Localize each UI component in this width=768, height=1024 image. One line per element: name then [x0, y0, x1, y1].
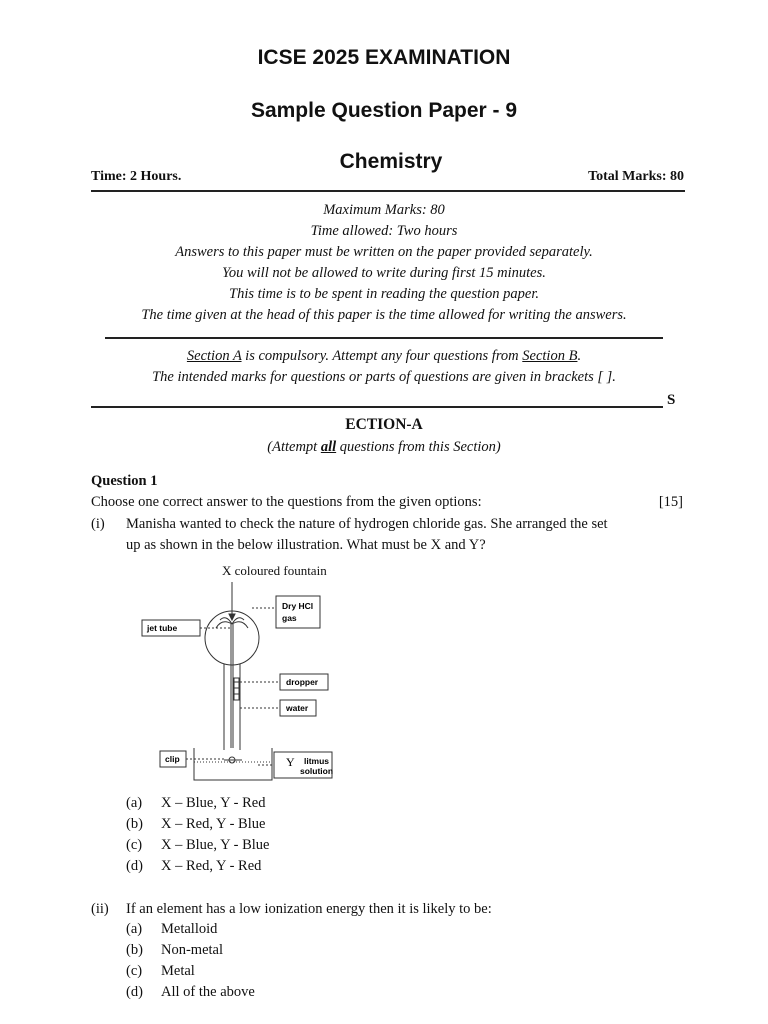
section-a-ref: Section A — [186, 348, 242, 364]
instruction-line: Answers to this paper must be written on the paper provided separately. — [175, 244, 593, 260]
label-dry-hcl: Dry HCl — [282, 601, 314, 611]
diagram-caption: X coloured fountain — [222, 563, 327, 578]
question-marks: [15] — [658, 494, 683, 510]
caption-arrowhead — [229, 614, 235, 620]
option-key: (a) — [126, 921, 143, 937]
subquestion-number: (i) — [91, 516, 105, 532]
section-note-line1: Section A is compulsory. Attempt any four questions from Section B. — [186, 348, 582, 364]
label-solution: solution — [300, 766, 334, 776]
beaker — [194, 748, 272, 780]
dropper — [234, 678, 239, 700]
subquestion-text: Manisha wanted to check the nature of hydrogen chloride gas. She arranged the set — [126, 516, 608, 532]
option-text: X – Red, Y - Red — [161, 858, 262, 874]
subquestion-text: up as shown in the below illustration. What must be X and Y? — [126, 537, 486, 553]
question-instruction: Choose one correct answer to the questions from the given options: — [91, 494, 482, 510]
label-gas: gas — [282, 613, 297, 623]
section-subtitle: (Attempt all questions from this Section) — [267, 439, 501, 455]
header-divider — [91, 190, 685, 192]
subquestion-text: If an element has a low ionization energy then it is likely to be: — [126, 901, 492, 917]
fountain-experiment-diagram — [130, 580, 350, 790]
section-divider — [91, 406, 663, 408]
label-dropper: dropper — [286, 677, 319, 687]
instruction-line: You will not be allowed to write during first 15 minutes. — [222, 265, 546, 281]
subject-title: Chemistry — [339, 150, 443, 173]
instruction-line: The time given at the head of this paper is the time allowed for writing the answers. — [141, 307, 627, 323]
time-label: Time: 2 Hours. — [91, 169, 182, 184]
instruction-line: This time is to be spent in reading the question paper. — [229, 286, 539, 302]
section-note-line2: The intended marks for questions or parts of questions are given in brackets [ ]. — [152, 369, 616, 385]
option-text: Metalloid — [161, 921, 218, 937]
label-y: Y — [286, 755, 295, 769]
section-letter: S — [667, 392, 676, 408]
label-litmus: litmus — [304, 756, 330, 766]
section-b-ref: Section B — [522, 348, 578, 364]
question-title: Question 1 — [91, 473, 158, 489]
option-text: Metal — [161, 963, 195, 979]
option-text: Non-metal — [161, 942, 224, 958]
option-text: X – Blue, Y - Red — [161, 795, 266, 811]
option-key: (b) — [126, 816, 143, 832]
label-jet-tube: jet tube — [147, 623, 178, 633]
paper-title: Sample Question Paper - 9 — [250, 99, 518, 122]
option-key: (c) — [126, 837, 143, 853]
option-key: (a) — [126, 795, 143, 811]
label-water: water — [286, 703, 309, 713]
option-key: (b) — [126, 942, 143, 958]
instruction-divider — [105, 337, 663, 339]
option-text: X – Red, Y - Blue — [161, 816, 266, 832]
subquestion-number: (ii) — [91, 901, 109, 917]
instruction-line: Time allowed: Two hours — [310, 223, 458, 239]
exam-title: ICSE 2025 EXAMINATION — [257, 46, 511, 69]
option-key: (c) — [126, 963, 143, 979]
label-clip: clip — [165, 754, 180, 764]
option-key: (d) — [126, 858, 143, 874]
option-key: (d) — [126, 984, 143, 1000]
option-text: All of the above — [161, 984, 255, 1000]
option-text: X – Blue, Y - Blue — [161, 837, 270, 853]
total-marks-label: Total Marks: 80 — [588, 169, 684, 184]
instruction-line: Maximum Marks: 80 — [323, 202, 445, 218]
section-title: ECTION-A — [345, 416, 423, 433]
